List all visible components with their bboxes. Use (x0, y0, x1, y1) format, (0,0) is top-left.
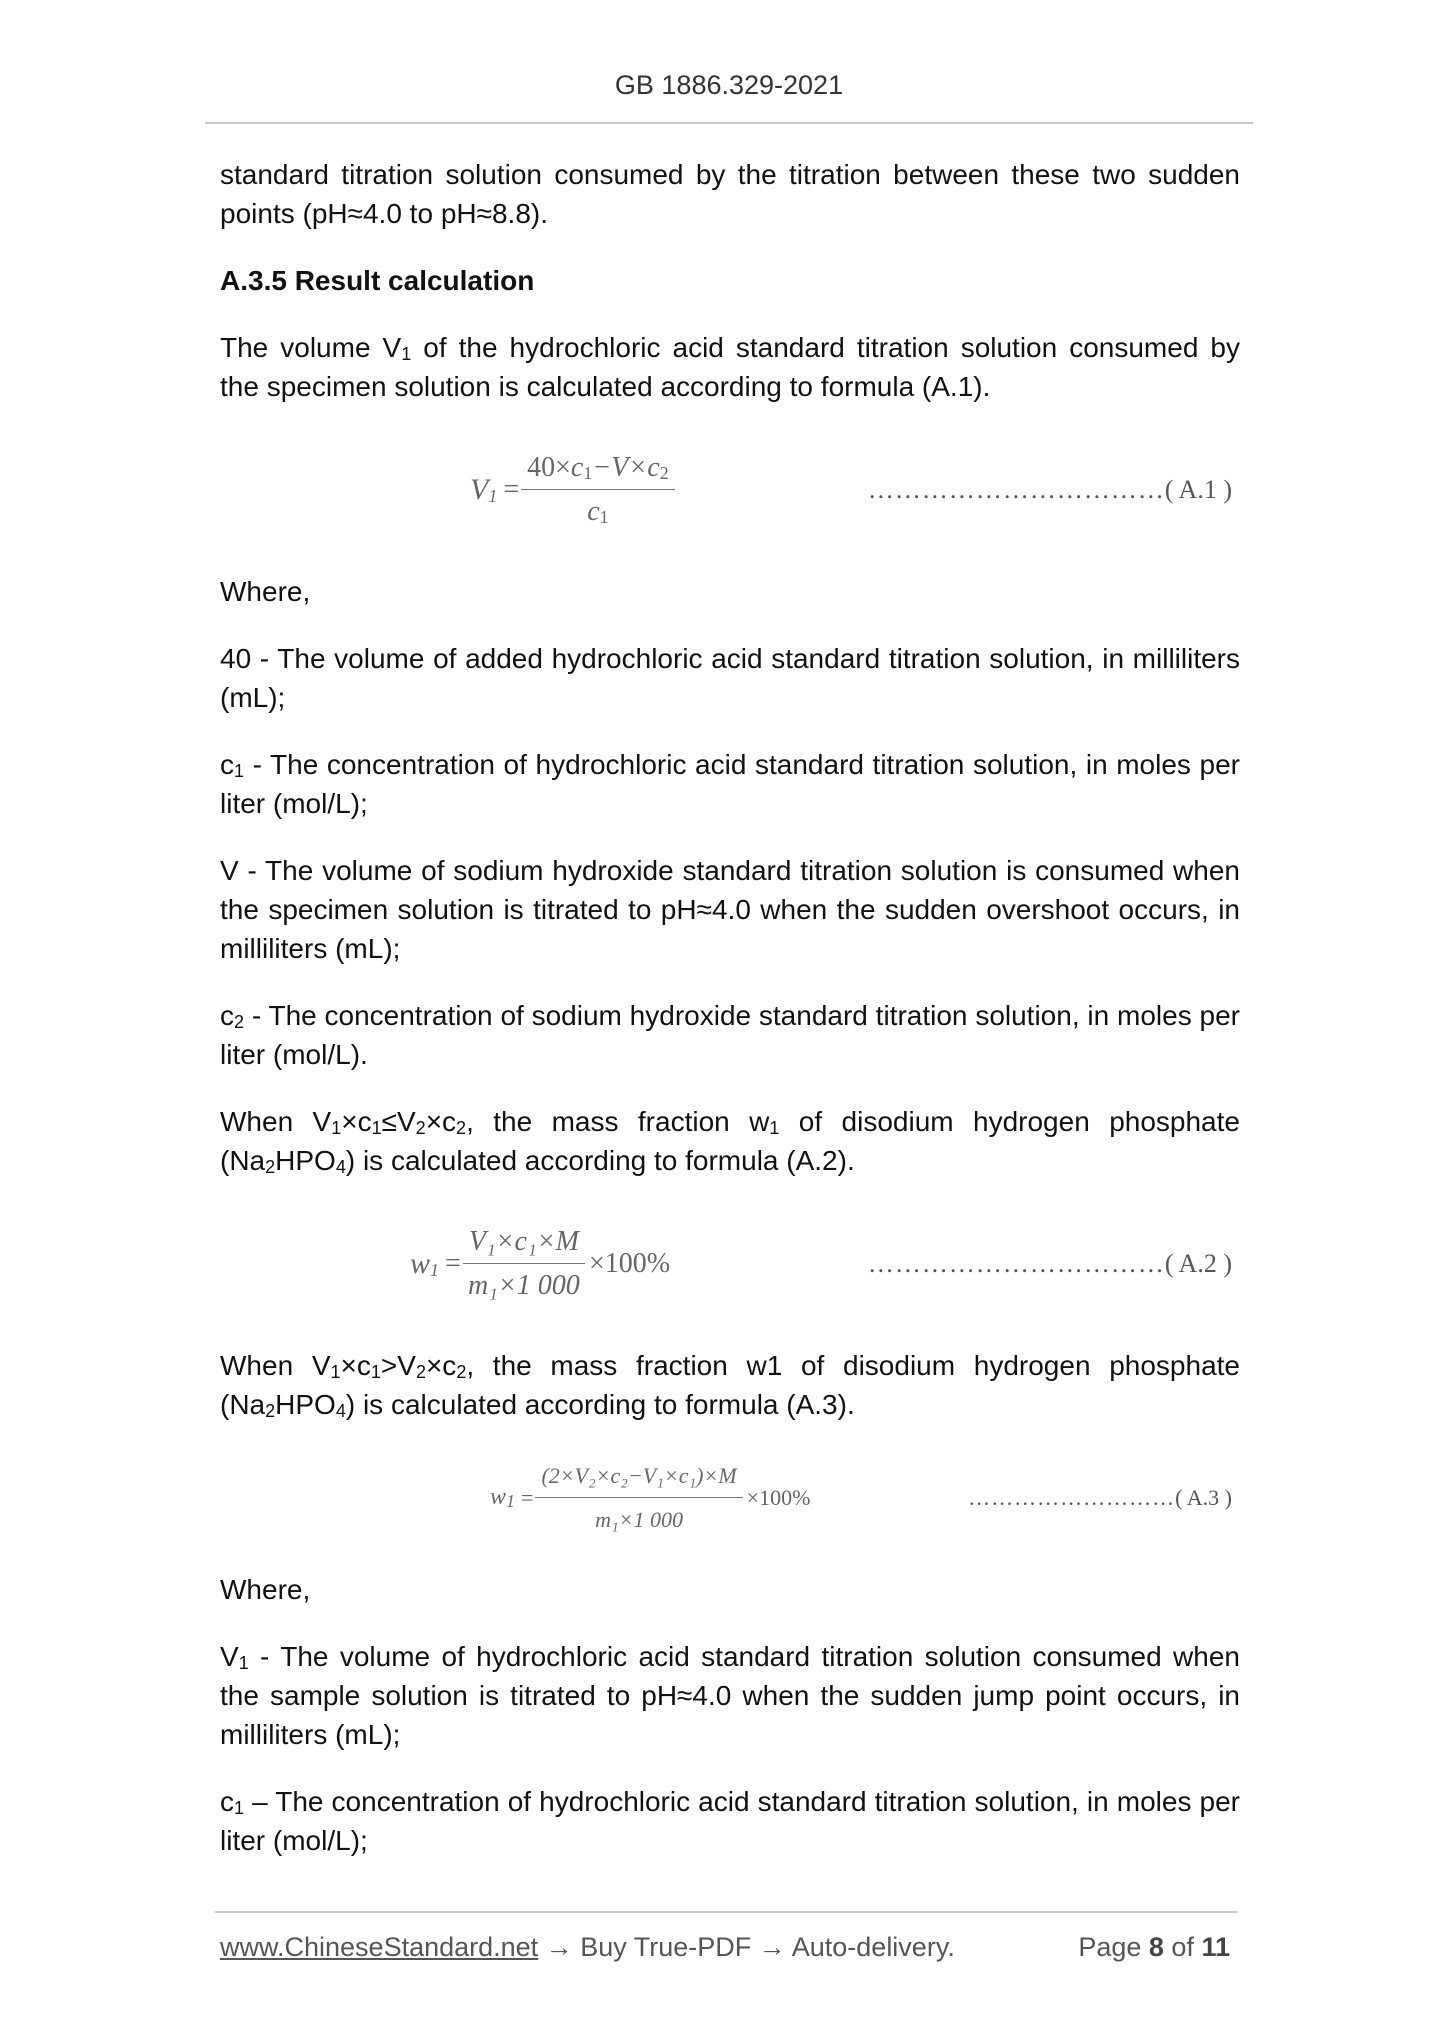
condition-paragraph-a2: When $V_1\times c_1\le V_2\times c_2$, the mass fraction $w_1$ of disodium hydrogen phosphate $(Na_2HPO_4)$ is calculated according to formula (A.2). (220, 1106, 1240, 1177)
formula-a2: $w_1$ = $\frac{\text{V₁×c₁×M}}{\text{m₁×1 000}}$ ×100% …………………………… ( A.2 ) (220, 1208, 1240, 1318)
formula-a2-number: …………………………… ( A.2 ) (867, 1248, 1232, 1278)
definition-c1-second: $c_1$ – The concentration of hydrochloric acid standard titration solution, in moles per liter (mol/L); (220, 1786, 1240, 1856)
formula-a2-fraction: $\frac{\text{V₁×c₁×M}}{\text{m₁×1 000}}$ (463, 1222, 585, 1305)
footer-divider (215, 1911, 1237, 1913)
definition-v: V - The volume of sodium hydroxide standard titration solution is consumed when the specimen solution is titrated to pH≈4.0 when the sudden overshoot occurs, in milliliters (mL); (220, 855, 1240, 964)
definition-40: 40 - The volume of added hydrochloric acid standard titration solution, in milliliters (mL); (220, 643, 1240, 713)
formula-a1-number: …………………………… ( A.1 ) (867, 474, 1232, 504)
formula-a1: $V_1$ = $\frac{40\times c_1-V\times c_2}{c_1}$ …………………………… ( A.1 ) (220, 434, 1240, 544)
definition-c2: $c_2$ - The concentration of sodium hydroxide standard titration solution, in moles per liter (mol/L). (220, 1000, 1240, 1070)
website-link[interactable]: www.ChineseStandard.net (220, 1932, 539, 1962)
formula-a3-number: ……………………… ( A.3 ) (968, 1484, 1232, 1510)
definition-v1: $V_1$ - The volume of hydrochloric acid standard titration solution consumed when the sample solution is titrated to pH≈4.0 when the sudden jump point occurs, in milliliters (mL); (220, 1641, 1240, 1750)
footer-tagline: → Buy True-PDF → Auto-delivery. (538, 1932, 955, 1962)
formula-a1-lhs: $V_1$ (470, 472, 498, 506)
formula-a3: $w_1$ = $\frac{\text{(2×V₂×c₂−V₁×c₁)×M}}{\text{m₁×1 000}}$ ×100% ……………………… ( A.3 ) (220, 1452, 1240, 1542)
formula-a3-fraction: $\frac{\text{(2×V₂×c₂−V₁×c₁)×M}}{\text{m₁×1 000}}$ (535, 1456, 742, 1539)
where-label-2: Where, (220, 1574, 311, 1605)
document-header: GB 1886.329-2021 (614, 70, 844, 100)
page-content (220, 155, 1240, 1888)
header-divider (205, 122, 1253, 124)
continued-paragraph: standard titration solution consumed by the titration between these two sudden points (pH≈4.0 to pH≈8.8). (220, 159, 1240, 229)
formula-a1-fraction: $\frac{40\times c_1-V\times c_2}{c_1}$ (521, 448, 675, 531)
where-label: Where, (220, 576, 311, 607)
page-footer (220, 1932, 1230, 1963)
v1-intro-paragraph: The volume $V_1$ of the hydrochloric acid standard titration solution consumed by the specimen solution is calculated according to formula (A.1). (220, 332, 1240, 402)
condition-paragraph-a3: When $V_1\times c_1>V_2\times c_2$, the mass fraction w1 of disodium hydrogen phosphate $(Na_2HPO_4)$ is calculated according to formula (A.3). (220, 1350, 1240, 1421)
definition-c1: $c_1$ - The concentration of hydrochloric acid standard titration solution, in moles per liter (mol/L); (220, 749, 1240, 819)
page-indicator: Page 8 of 11 (1078, 1932, 1230, 1962)
section-heading: A.3.5 Result calculation (220, 265, 535, 296)
